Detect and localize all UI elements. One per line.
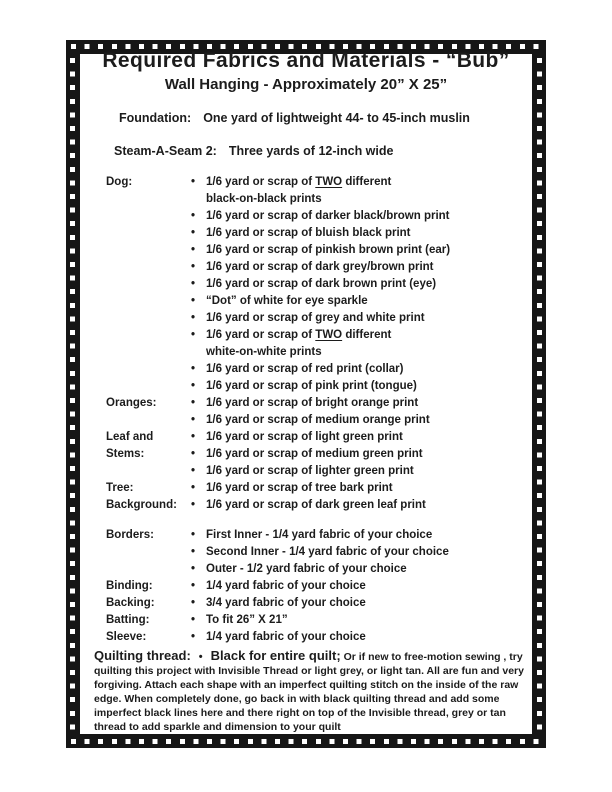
item-category-label: [106, 463, 191, 480]
bullet-icon: •: [198, 651, 203, 663]
item-category-label: Binding:: [106, 580, 153, 592]
bullet-icon: •: [191, 227, 196, 239]
item-text: [206, 463, 414, 480]
text-segment: different: [342, 176, 392, 188]
item-category-label: Tree:: [106, 482, 134, 494]
text-segment: 1/6 yard or scrap of: [206, 329, 316, 341]
list-item: [106, 544, 532, 561]
item-text: [206, 174, 391, 191]
bullet-icon: •: [191, 563, 196, 575]
item-text: [206, 595, 366, 612]
list-item: [106, 174, 532, 191]
text-segment: 1/6 yard or scrap of pinkish brown print (ear): [206, 244, 451, 256]
item-category-label: Backing:: [106, 597, 155, 609]
text-segment: Outer - 1/2 yard fabric of your choice: [206, 563, 407, 575]
list-item: [106, 578, 532, 595]
item-category-label: Background:: [106, 499, 177, 511]
item-category-label: [106, 293, 191, 310]
list-item: [106, 310, 532, 327]
text-segment: Second Inner - 1/4 yard fabric of your choice: [206, 546, 449, 558]
item-category-label: [106, 191, 191, 208]
item-category-label: [106, 327, 191, 344]
bullet-icon: •: [191, 499, 196, 511]
item-category-label: [106, 561, 191, 578]
item-category-label: [106, 276, 191, 293]
materials-list: [106, 174, 532, 646]
list-item: [106, 344, 532, 361]
list-item: [106, 208, 532, 225]
list-item: [106, 395, 532, 412]
text-segment: 3/4 yard fabric of your choice: [206, 597, 366, 609]
document-content: [66, 40, 546, 748]
underlined-text: TWO: [315, 329, 343, 341]
bullet-icon: •: [191, 278, 196, 290]
item-text: [206, 191, 322, 208]
item-category-label: Borders:: [106, 529, 154, 541]
item-text: [206, 544, 449, 561]
bullet-icon: •: [191, 176, 196, 188]
steam-a-seam-text: Three yards of 12-inch wide: [228, 144, 394, 158]
text-segment: 1/6 yard or scrap of dark green leaf print: [206, 499, 426, 511]
item-text: [206, 561, 407, 578]
bullet-icon: •: [191, 597, 196, 609]
text-segment: First Inner - 1/4 yard fabric of your choice: [206, 529, 433, 541]
bullet-icon: •: [191, 329, 196, 341]
text-segment: 1/6 yard or scrap of lighter green print: [206, 465, 414, 477]
list-item: [106, 446, 532, 463]
item-text: [206, 310, 425, 327]
bullet-icon: •: [191, 529, 196, 541]
bullet-icon: •: [191, 363, 196, 375]
item-text: [206, 527, 432, 544]
bullet-icon: •: [191, 546, 196, 558]
bullet-icon: •: [191, 397, 196, 409]
item-text: [206, 412, 430, 429]
list-item: [106, 293, 532, 310]
bullet-icon: •: [191, 431, 196, 443]
item-category-label: Leaf and: [106, 431, 154, 443]
item-category-label: [106, 378, 191, 395]
bullet-icon: •: [191, 295, 196, 307]
bullet-icon: [191, 344, 206, 361]
item-category-label: [106, 259, 191, 276]
foundation-line: [119, 110, 546, 126]
text-segment: 1/6 yard or scrap of medium orange print: [206, 414, 430, 426]
text-segment: 1/6 yard or scrap of bright orange print: [206, 397, 419, 409]
bullet-icon: •: [191, 312, 196, 324]
text-segment: 1/6 yard or scrap of darker black/brown print: [206, 210, 450, 222]
list-item: [106, 497, 532, 514]
item-category-label: [106, 544, 191, 561]
list-item: [106, 327, 532, 344]
steam-a-seam-label: Steam-A-Seam 2:: [114, 144, 217, 158]
item-category-label: [106, 361, 191, 378]
item-text: [206, 629, 366, 646]
text-segment: 1/6 yard or scrap of pink print (tongue): [206, 380, 417, 392]
item-text: [206, 293, 368, 310]
steam-a-seam-line: [114, 143, 546, 159]
item-text: [206, 276, 436, 293]
list-item: [106, 276, 532, 293]
text-segment: 1/6 yard or scrap of light green print: [206, 431, 403, 443]
text-segment: different: [342, 329, 392, 341]
text-segment: 1/6 yard or scrap of red print (collar): [206, 363, 404, 375]
section-gap: [106, 514, 532, 527]
list-item: [106, 480, 532, 497]
text-segment: 1/6 yard or scrap of bluish black print: [206, 227, 411, 239]
text-segment: 1/4 yard fabric of your choice: [206, 631, 366, 643]
text-segment: 1/6 yard or scrap of tree bark print: [206, 482, 393, 494]
item-category-label: [106, 208, 191, 225]
item-text: [206, 395, 418, 412]
text-segment: To fit 26” X 21”: [206, 614, 288, 626]
bullet-icon: •: [191, 631, 196, 643]
underlined-text: TWO: [315, 176, 343, 188]
page-subtitle: Wall Hanging - Approximately 20” X 25”: [164, 76, 448, 93]
item-text: [206, 327, 391, 344]
bullet-icon: •: [191, 244, 196, 256]
page-title: Required Fabrics and Materials - “Bub”: [102, 49, 510, 72]
item-text: [206, 429, 403, 446]
item-category-label: Dog:: [106, 176, 133, 188]
bullet-icon: •: [191, 465, 196, 477]
quilting-thread-note: [94, 649, 529, 734]
text-segment: 1/6 yard or scrap of dark grey/brown print: [206, 261, 434, 273]
foundation-text: One yard of lightweight 44- to 45-inch muslin: [203, 111, 470, 125]
bullet-icon: •: [191, 210, 196, 222]
item-category-label: Oranges:: [106, 397, 157, 409]
foundation-label: Foundation:: [119, 111, 192, 125]
list-item: [106, 612, 532, 629]
text-segment: 1/6 yard or scrap of medium green print: [206, 448, 423, 460]
list-item: [106, 378, 532, 395]
bullet-icon: •: [191, 380, 196, 392]
list-item: [106, 259, 532, 276]
item-text: [206, 208, 450, 225]
item-category-label: Sleeve:: [106, 631, 147, 643]
text-segment: 1/6 yard or scrap of grey and white print: [206, 312, 425, 324]
item-category-label: [106, 242, 191, 259]
decorative-dotted-border: [66, 40, 546, 748]
list-item: [106, 242, 532, 259]
item-category-label: [106, 225, 191, 242]
item-category-label: [106, 412, 191, 429]
list-item: [106, 361, 532, 378]
bullet-icon: [191, 191, 206, 208]
item-category-label: Stems:: [106, 448, 145, 460]
item-category-label: [106, 310, 191, 327]
text-segment: 1/6 yard or scrap of dark brown print (eye): [206, 278, 437, 290]
item-text: [206, 578, 366, 595]
bullet-icon: •: [191, 261, 196, 273]
list-item: [106, 463, 532, 480]
quilting-thread-lead: Black for entire quilt;: [210, 648, 341, 663]
text-segment: “Dot” of white for eye sparkle: [206, 295, 368, 307]
item-category-label: [106, 344, 191, 361]
bullet-icon: •: [191, 448, 196, 460]
bullet-icon: •: [191, 580, 196, 592]
item-text: [206, 259, 434, 276]
list-item: [106, 412, 532, 429]
item-text: [206, 378, 417, 395]
bullet-icon: •: [191, 614, 196, 626]
item-text: [206, 612, 288, 629]
item-text: [206, 480, 393, 497]
item-text: [206, 446, 423, 463]
text-segment: white-on-white prints: [206, 346, 322, 358]
list-item: [106, 561, 532, 578]
bullet-icon: •: [191, 482, 196, 494]
text-segment: black-on-black prints: [206, 193, 322, 205]
item-text: [206, 344, 322, 361]
list-item: [106, 191, 532, 208]
list-item: [106, 527, 532, 544]
item-text: [206, 225, 411, 242]
list-item: [106, 225, 532, 242]
quilting-thread-label: Quilting thread:: [94, 648, 191, 663]
item-text: [206, 242, 450, 259]
list-item: [106, 629, 532, 646]
text-segment: 1/4 yard fabric of your choice: [206, 580, 366, 592]
item-category-label: Batting:: [106, 614, 150, 626]
quilting-thread-text: Or if new to free-motion sewing , try quilting this project with Invisible Thread or light grey, or light tan. All are fun and very forgiving. Attach each shape with an imperfect quilting stitch on the inside of the raw edge. When completely done, go back in with black quilting thread and add some imperfect black lines here and there right on top of the Invisible thread, grey or tan thread to add sparkle and dimension to your quilt: [94, 651, 524, 733]
item-text: [206, 361, 403, 378]
bullet-icon: •: [191, 414, 196, 426]
list-item: [106, 429, 532, 446]
list-item: [106, 595, 532, 612]
item-text: [206, 497, 426, 514]
text-segment: 1/6 yard or scrap of: [206, 176, 316, 188]
